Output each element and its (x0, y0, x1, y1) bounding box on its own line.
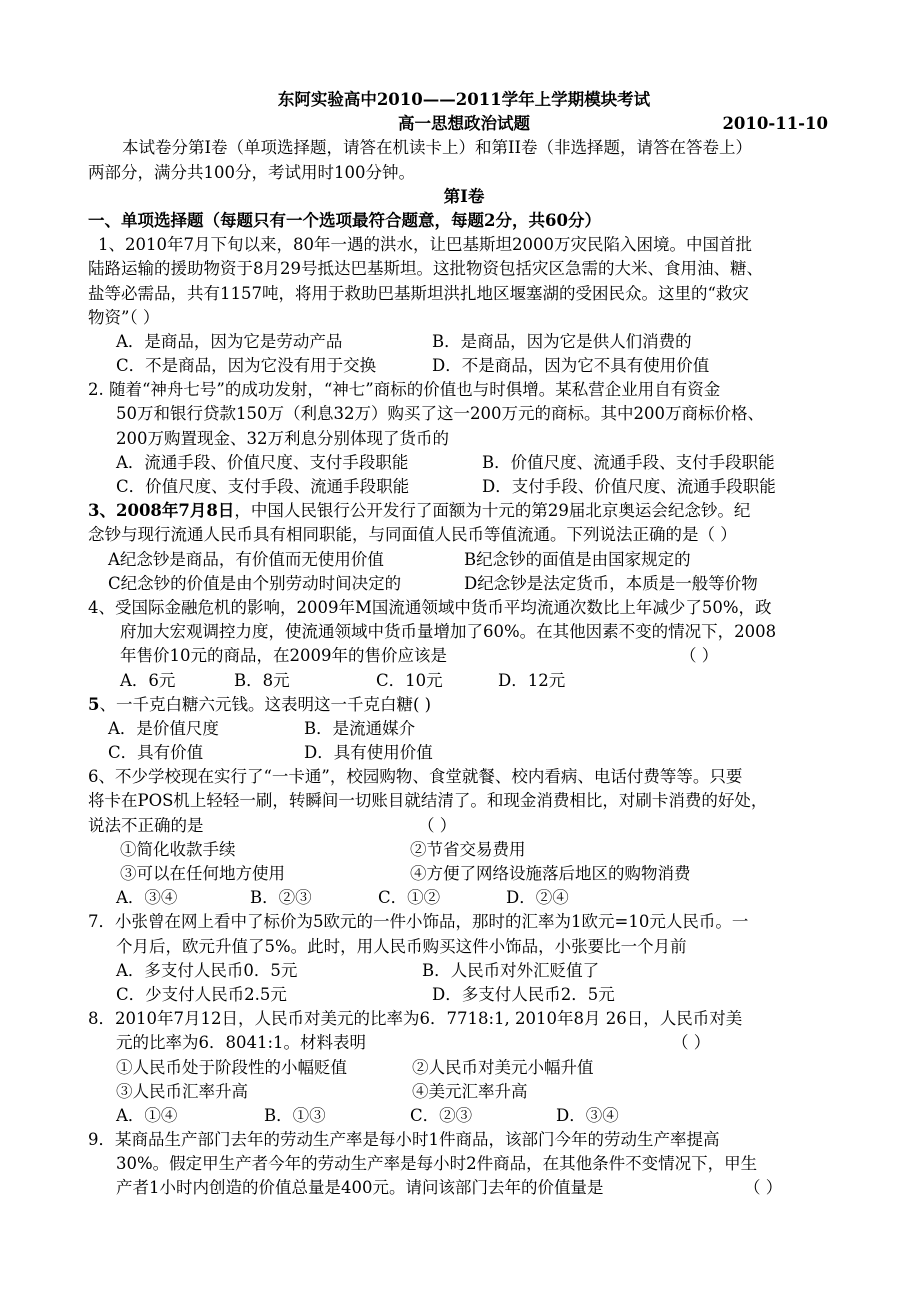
option-d: D．12元 (498, 670, 566, 690)
question-text-part: ，中国人民银行公开发行了面额为十元的第29届北京奥运会纪念钞。纪 (234, 501, 751, 521)
question-9 (88, 1128, 840, 1201)
question-text: 9．某商品生产部门去年的劳动生产率是每小时1件商品，该部门今年的劳动生产率提高 (88, 1130, 720, 1150)
options-row (88, 983, 840, 1007)
options-row (88, 717, 840, 741)
statement-3: ③人民币汇率升高 (116, 1081, 248, 1101)
question-text: 7．小张曾在网上看中了标价为5欧元的一件小饰品，那时的汇率为1欧元=10元人民币。一 (88, 912, 749, 932)
options-row (88, 330, 840, 354)
option-d: D纪念钞是法定货币，本质是一般等价物 (464, 573, 758, 593)
question-text: 将卡在POS机上轻轻一刷，转瞬间一切账目就结清了。和现金消费相比，对刷卡消费的好处， (88, 791, 768, 811)
question-4 (88, 596, 840, 693)
option-b: B．②③ (250, 888, 312, 908)
option-a: A．是商品，因为它是劳动产品 (116, 331, 343, 351)
option-c: C．①② (378, 888, 441, 908)
question-text: 2. 随着“神舟七号”的成功发射，“神七”商标的价值也与时俱增。某私营企业用自有资金 (88, 380, 721, 400)
option-b: B．8元 (234, 670, 290, 690)
question-text: 府加大宏观调控力度，使流通领域中货币量增加了60%。在其他因素不变的情况下，2008 (120, 622, 777, 642)
statement-2: ②人民币对美元小幅升值 (412, 1057, 594, 1077)
option-c: C．②③ (410, 1105, 473, 1125)
option-d: D．多支付人民币2．5元 (432, 984, 615, 1004)
question-6 (88, 765, 840, 910)
question-text: 盐等必需品，共有1157吨，将用于救助巴基斯坦洪扎地区堰塞湖的受困民众。这里的“救灾 (88, 283, 749, 303)
option-a: A．流通手段、价值尺度、支付手段职能 (116, 452, 409, 472)
option-a: A．①④ (116, 1105, 178, 1125)
exam-subtitle: 高一思想政治试题 (398, 114, 530, 134)
option-d: D．不是商品，因为它不具有使用价值 (432, 356, 710, 376)
answer-blank: （ ） (744, 1178, 783, 1198)
statement-4: ④方便了网络设施落后地区的购物消费 (410, 864, 691, 883)
question-text: 个月后，欧元升值了5%。此时，用人民币购买这件小饰品，小张要比一个月前 (116, 936, 687, 956)
option-c: C．10元 (376, 670, 443, 690)
statement-1: ①人民币处于阶段性的小幅贬值 (116, 1057, 347, 1077)
intro-line-1: 本试卷分第Ⅰ卷（单项选择题，请答在机读卡上）和第II卷（非选择题，请答在答卷上） (122, 138, 753, 158)
question-text: 50万和银行贷款150万（利息32万）购买了这一200万元的商标。其中200万商标价格、 (116, 404, 764, 424)
question-text (88, 499, 840, 523)
question-text (88, 693, 840, 717)
question-text-part: 、一千克白糖六元钱。这表明这一千克白糖( ) (99, 694, 432, 714)
question-text: 6、不少学校现在实行了“一卡通”，校园购物、食堂就餐、校内看病、电话付费等等。只要 (88, 767, 743, 787)
option-d: D．②④ (506, 888, 569, 908)
question-3 (88, 499, 840, 596)
options-row (88, 548, 840, 572)
question-text: 念钞与现行流通人民币具有相同职能，与同面值人民币等值流通。下列说法正确的是（ ） (88, 525, 737, 545)
options-row (88, 354, 840, 378)
question-text (88, 814, 840, 838)
statements-row (88, 862, 840, 886)
question-text-part: 说法不正确的是 (88, 815, 204, 835)
statement-1: ①简化收款手续 (120, 839, 236, 859)
question-text: 8．2010年7月12日，人民币对美元的比率为6．7718:1, 2010年8月 26日，人民币对美 (88, 1009, 743, 1029)
options-row (88, 451, 840, 475)
option-b: B．人民币对外汇贬值了 (422, 960, 600, 980)
option-a: A纪念钞是商品，有价值而无使用价值 (108, 549, 384, 569)
options-row (88, 741, 840, 765)
question-7 (88, 910, 840, 1007)
option-c: C．具有价值 (108, 743, 204, 763)
option-d: D．具有使用价值 (304, 743, 433, 763)
option-d: D．③④ (556, 1105, 619, 1125)
option-a: A．是价值尺度 (108, 718, 219, 738)
statement-3: ③可以在任何地方使用 (120, 864, 285, 883)
section-heading: 一、单项选择题（每题只有一个选项最符合题意，每题2分，共60分） (88, 210, 601, 230)
question-text: 物资”（ ） (88, 307, 160, 327)
question-text: 30%。假定甲生产者今年的劳动生产率是每小时2件商品，在其他条件不变情况下，甲生 (116, 1154, 758, 1174)
options-row (88, 669, 840, 693)
question-text (88, 1176, 840, 1200)
question-text-part: 产者1小时内创造的价值总量是400元。请问该部门去年的价值量是 (116, 1178, 604, 1198)
option-c: C纪念钞的价值是由个别劳动时间决定的 (108, 573, 402, 593)
option-a: A．6元 (120, 670, 176, 690)
option-d: D．支付手段、价值尺度、流通手段职能 (482, 477, 776, 496)
question-1 (88, 233, 840, 378)
statement-4: ④美元汇率升高 (412, 1081, 528, 1101)
question-number: 5 (88, 694, 100, 714)
option-b: B．是流通媒介 (304, 718, 416, 738)
answer-blank: （ ） (418, 815, 457, 835)
question-text-part: 元的比率为6．8041:1。材料表明 (116, 1033, 367, 1053)
question-text (88, 1031, 840, 1055)
question-5 (88, 693, 840, 766)
option-c: C．少支付人民币2.5元 (116, 984, 287, 1004)
option-b: B．①③ (264, 1105, 326, 1125)
exam-subtitle-row (88, 112, 840, 136)
option-c: C．不是商品，因为它没有用于交换 (116, 356, 377, 376)
question-text: 4、受国际金融危机的影响，2009年M国流通领域中货币平均流通次数比上年减少了50%，政 (88, 597, 772, 617)
exam-date: 2010-11-10 (722, 114, 828, 134)
options-row (88, 475, 840, 499)
exam-title: 东阿实验高中2010——2011学年上学期模块考试 (277, 90, 651, 109)
options-row (88, 959, 840, 983)
options-row (88, 886, 840, 910)
question-text: 1、2010年7月下旬以来，80年一遇的洪水，让巴基斯坦2000万灾民陷入困境。中国首批 (98, 235, 752, 255)
option-a: A．多支付人民币0．5元 (116, 960, 298, 980)
option-b: B纪念钞的面值是由国家规定的 (464, 549, 691, 569)
question-text-part: 年售价10元的商品，在2009年的售价应该是 (120, 646, 447, 666)
question-text: 200万购置现金、32万利息分别体现了货币的 (116, 428, 449, 448)
intro-line-2: 两部分，满分共100分，考试用时100分钟。 (88, 162, 415, 182)
options-row (88, 572, 840, 596)
question-2 (88, 378, 840, 499)
statements-row (88, 838, 840, 862)
statements-row (88, 1080, 840, 1104)
options-row (88, 1104, 840, 1128)
question-text (88, 644, 840, 668)
option-c: C．价值尺度、支付手段、流通手段职能 (116, 477, 410, 496)
option-b: B．价值尺度、流通手段、支付手段职能 (482, 452, 775, 472)
exam-page (88, 88, 840, 1201)
question-number: 3、2008年7月8日 (88, 501, 235, 521)
statement-2: ②节省交易费用 (410, 839, 526, 859)
question-8 (88, 1007, 840, 1128)
answer-blank: （ ） (680, 646, 719, 666)
statements-row (88, 1056, 840, 1080)
answer-blank: （ ） (672, 1033, 711, 1053)
volume-heading: 第Ⅰ卷 (443, 186, 485, 206)
option-b: B．是商品，因为它是供人们消费的 (432, 331, 692, 351)
question-text: 陆路运输的援助物资于8月29号抵达巴基斯坦。这批物资包括灾区急需的大米、食用油、糖、 (88, 259, 763, 279)
option-a: A．③④ (116, 888, 178, 908)
